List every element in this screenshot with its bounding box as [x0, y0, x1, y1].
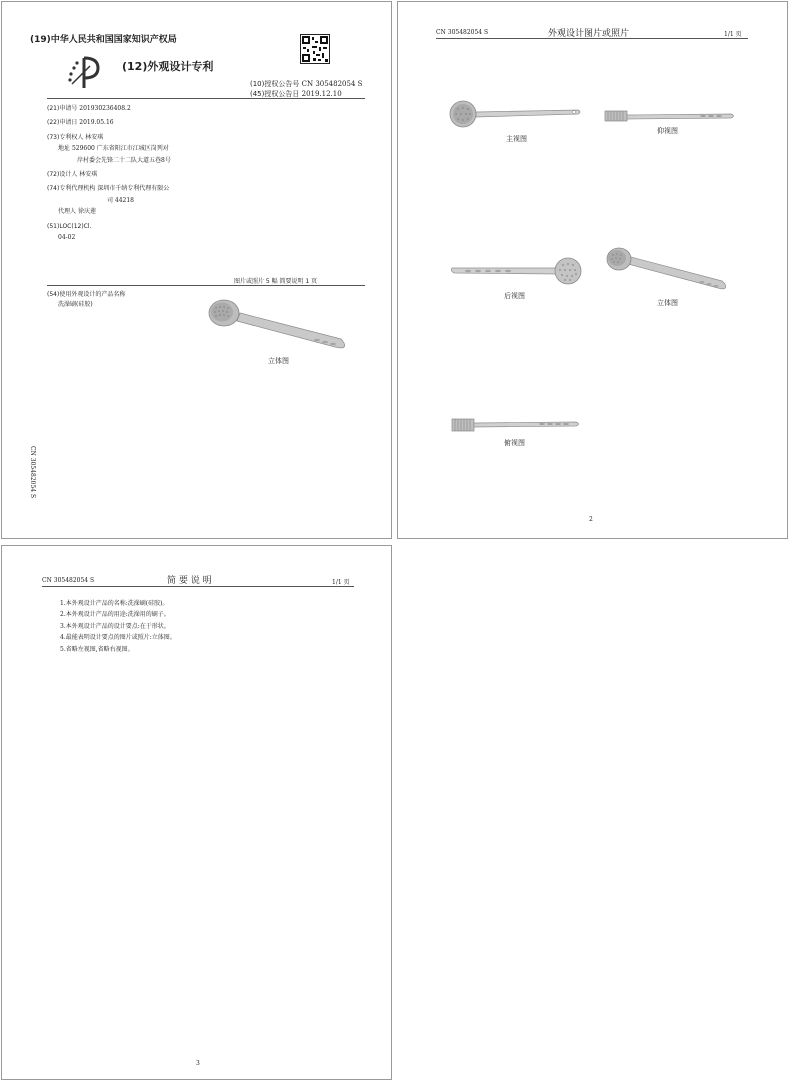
vertical-publication-number: CN 305482054 S: [29, 446, 36, 499]
publication-date: 2019.12.10: [301, 90, 342, 98]
page-number: 3: [196, 1060, 200, 1067]
field-row: (21)申请号 201930236408.2: [47, 105, 131, 112]
page-number: 2: [589, 516, 593, 523]
brush-perspective-figure: [207, 297, 352, 361]
field-row: (72)设计人 林安琪: [47, 171, 98, 179]
figure-caption: 立体图: [268, 357, 289, 365]
patent-cover-page: [1, 1, 392, 539]
header-divider: [47, 98, 365, 99]
list-item: 3.本外观设计产品的设计要点:在于形状。: [60, 622, 170, 630]
list-item: 1.本外观设计产品的名称:洗澡刷(硅胶)。: [60, 600, 169, 607]
header-divider: [436, 38, 748, 39]
field-row: 代理人 徐庆莲: [58, 208, 96, 216]
header-page-indicator: 1/1 页: [724, 31, 742, 38]
figure-caption-rear: 后视图: [504, 292, 525, 300]
figure-caption-perspective: 立体图: [657, 299, 678, 307]
perspective-view-figure: [606, 246, 731, 300]
description-list: [60, 598, 176, 655]
field-row: 04-02: [58, 234, 76, 242]
brief-description-page: [1, 545, 392, 1080]
list-item: 4.最能表明设计要点的图片或照片:立体图。: [60, 634, 176, 642]
qr-code: [300, 34, 330, 64]
cnipa-logo: [68, 54, 108, 92]
figure-caption-bottom: 仰视图: [657, 127, 678, 135]
header-title: 简 要 说 明: [167, 576, 212, 586]
field-row: (73)专利权人 林安琪: [47, 133, 104, 141]
figure-caption-front: 主视图: [506, 135, 527, 143]
header-divider: [42, 586, 354, 587]
field-row: (74)专利代理机构 深圳市千纳专利代理有限公: [47, 185, 170, 193]
middle-divider: [47, 285, 365, 286]
publication-number-label: (10)授权公告号: [250, 80, 300, 88]
field-row: 岸村委会先锋二十二队大道五巷8号: [77, 156, 171, 164]
product-name-label: (54)使用外观设计的产品名称: [47, 291, 126, 298]
field-row: 地址 529600 广东省阳江市江城区岗列对: [58, 145, 169, 153]
document-type: (12)外观设计专利: [122, 60, 214, 73]
product-name: 洗澡刷(硅胶): [58, 301, 93, 308]
header-page-indicator: 1/1 页: [332, 579, 350, 586]
list-item: 2.本外观设计产品的用途:洗澡用的刷子。: [60, 611, 170, 619]
front-view-figure: [448, 100, 583, 136]
publication-number: CN 305482054 S: [301, 80, 363, 88]
field-row: (51)LOC(12)Cl.: [47, 222, 92, 230]
figure-caption-top: 俯视图: [504, 439, 525, 447]
figures-page: [397, 1, 788, 539]
list-item: 5.省略左视图,省略右视图。: [60, 645, 134, 653]
publication-number-row: [250, 79, 362, 89]
publication-date-label: (45)授权公告日: [250, 90, 300, 98]
page-count-note: 图片或照片 5 幅 简要说明 1 页: [234, 278, 318, 285]
field-row: 司 44218: [107, 196, 134, 204]
header-publication-number: CN 305482054 S: [42, 577, 95, 584]
field-row: (22)申请日 2019.05.16: [47, 119, 114, 127]
header-title: 外观设计图片或照片: [548, 29, 630, 39]
header-publication-number: CN 305482054 S: [436, 29, 489, 36]
office-name: (19)中华人民共和国国家知识产权局: [30, 35, 177, 45]
bibliographic-fields: [47, 103, 171, 243]
rear-view-figure: [450, 256, 585, 292]
